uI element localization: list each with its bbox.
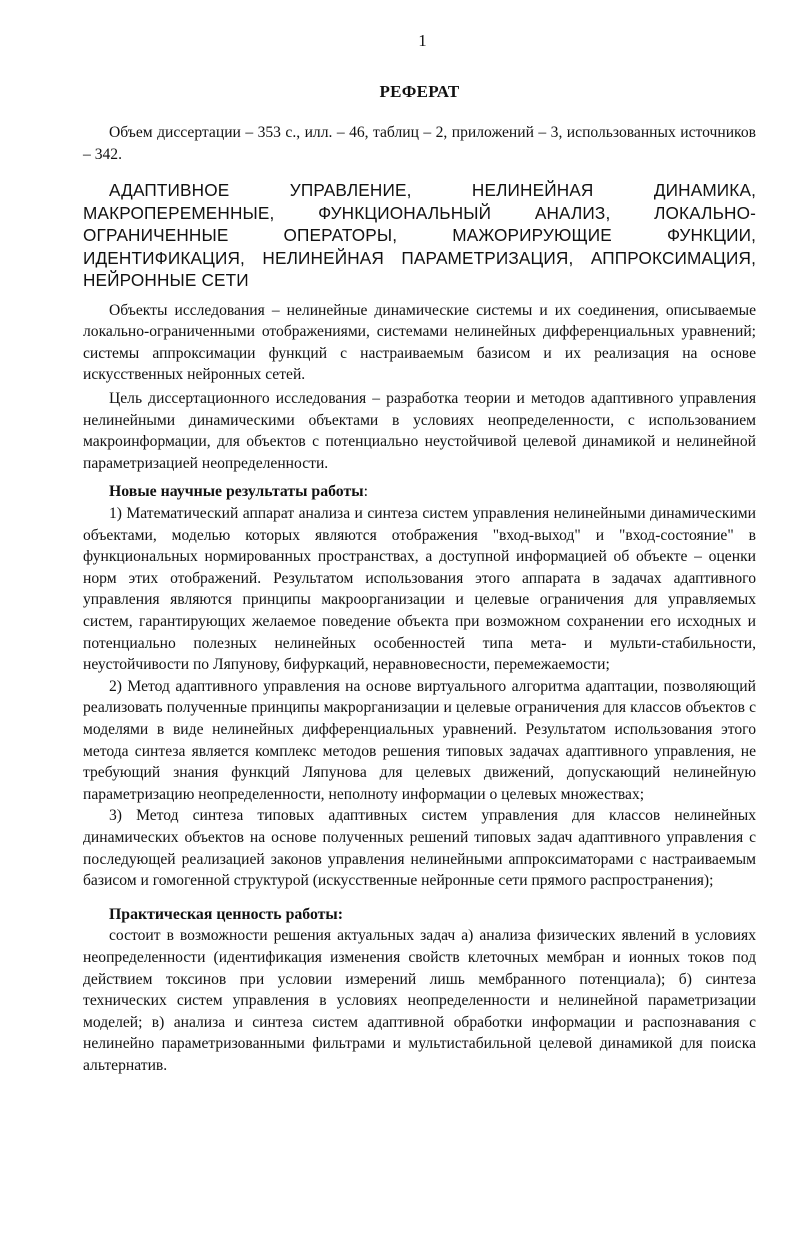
document-page — [83, 30, 756, 1076]
result-item-3: 3) Метод синтеза типовых адаптивных систем управления для классов нелинейных динамических объектов на основе полученных решений типовых задач адаптивного управления с последующей реализацией законов управления нелинейными аппроксиматорами с настраиваемым базисом и гомогенной структурой (искусственные нейронные сети прямого распространения); — [83, 807, 756, 890]
result-item-1: 1) Математический аппарат анализа и синтеза систем управления нелинейными динамическими объектами, моделью которых являются отображения "вход-выход" и "вход-состояние" в функциональных нормированных пространствах, а доступной информацией об объекте – оценки норм этих отображений. Результатом использования этого аппарата в задачах адаптивного управления являются принципы макроорганизации и целевые ограничения для управляемых систем, гарантирующих желаемое поведение объекта при возможном сохранении его исходных и потенциально полезных нелинейных особенностей типа мета- и мульти-стабильности, неустойчивости по Ляпунову, бифуркаций, неравновесности, перемежаемости; — [83, 505, 756, 674]
goal-paragraph: Цель диссертационного исследования – разработка теории и методов адаптивного управления нелинейными динамическими объектами в условиях неопределенности, с использованием макроинформации, для объектов с потенциально неустойчивой целевой динамикой и нелинейной параметризацией неопределенности. — [83, 390, 756, 472]
page-number: 1 — [418, 31, 427, 50]
result-item-2: 2) Метод адаптивного управления на основе виртуального алгоритма адаптации, позволяющий реализовать полученные принципы макрорганизации и целевые ограничения для классов объектов с моделями в виде нелинейных дифференциальных уравнений. Результатом использования этого метода синтеза является комплекс методов решения типовых задачах адаптивного управления, не требующий знания функций Ляпунова для целевых движений, допускающий нелинейную параметризацию неопределенности, неполноту информации о целевых множествах; — [83, 677, 756, 803]
results-heading — [83, 481, 756, 503]
page-title: РЕФЕРАТ — [379, 82, 460, 101]
results-heading-text: Новые научные результаты работы — [109, 483, 364, 501]
keywords-paragraph: АДАПТИВНОЕ УПРАВЛЕНИЕ, НЕЛИНЕЙНАЯ ДИНАМИКА, МАКРОПЕРЕМЕННЫЕ, ФУНКЦИОНАЛЬНЫЙ АНАЛИЗ, ЛОКАЛЬНО-ОГРАНИЧЕННЫЕ ОПЕРАТОРЫ, МАЖОРИРУЮЩИЕ ФУНКЦИИ, ИДЕНТИФИКАЦИЯ, НЕЛИНЕЙНАЯ ПАРАМЕТРИЗАЦИЯ, АППРОКСИМАЦИЯ, НЕЙРОННЫЕ СЕТИ — [83, 180, 756, 291]
practical-paragraph: состоит в возможности решения актуальных задач а) анализа физических явлений в условиях неопределенности (идентификация изменения свойств клеточных мембран и ионных токов под действием токсинов при условии измерений лишь мембранного потенциала); б) синтеза технических систем управления в условиях неопределенности и нелинейной параметризации моделей; в) анализа и синтеза систем адаптивной обработки информации и распознавания с нелинейно параметризованными фильтрами и мультистабильной целевой динамикой для поиска альтернатив. — [83, 927, 756, 1074]
results-heading-colon: : — [363, 483, 368, 501]
volume-paragraph: Объем диссертации – 353 с., илл. – 46, таблиц – 2, приложений – 3, использованных источников – 342. — [83, 124, 756, 163]
practical-heading: Практическая ценность работы: — [109, 905, 344, 923]
objects-paragraph: Объекты исследования – нелинейные динамические системы и их соединения, описываемые локально-ограниченными отображениями, системами нелинейных дифференциальных уравнений; системы аппроксимации функций с настраиваемым базисом и их реализация на основе искусственных нейронных сетей. — [83, 301, 756, 384]
